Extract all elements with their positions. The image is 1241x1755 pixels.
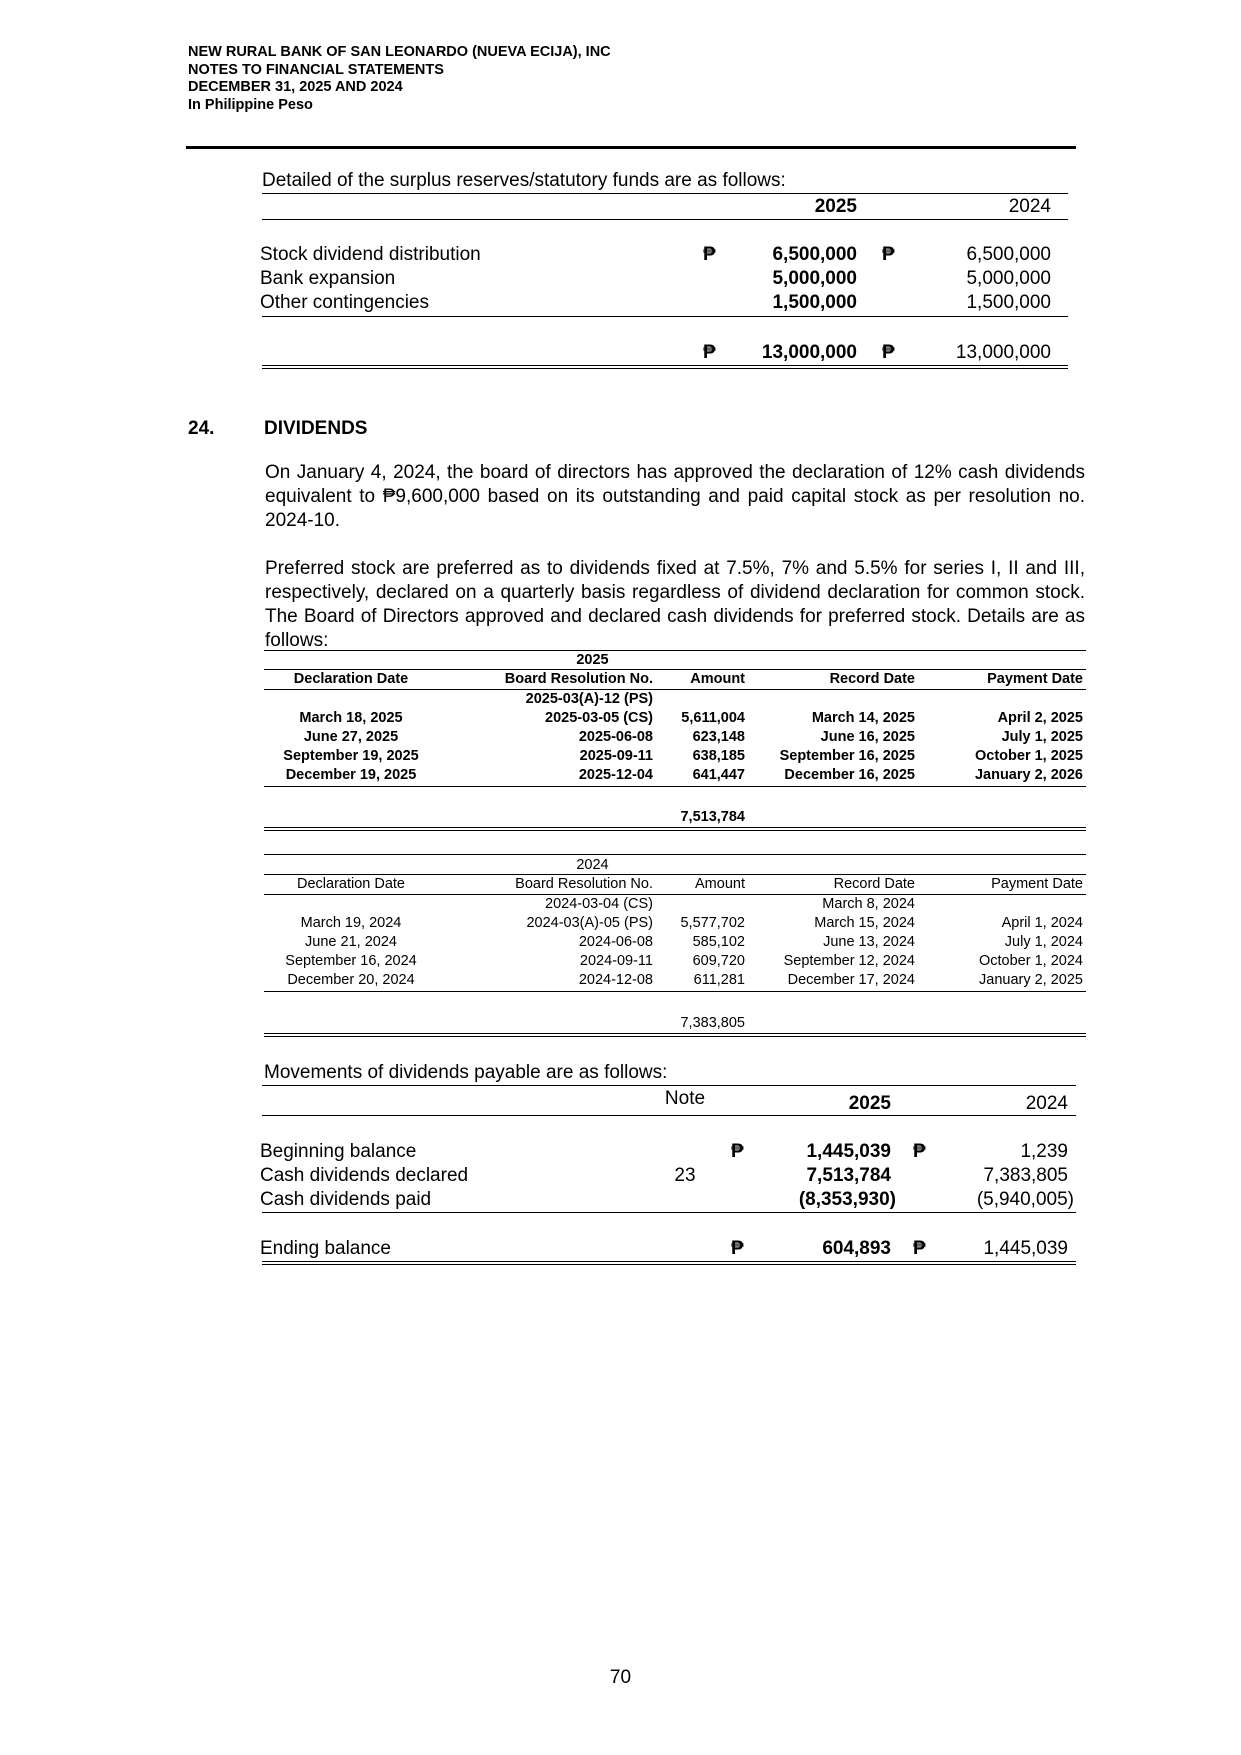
declaration-date: March 19, 2024 bbox=[300, 915, 402, 931]
table-row bbox=[264, 895, 1086, 913]
table-total-row bbox=[264, 1014, 1086, 1032]
table-total-row bbox=[264, 808, 1086, 826]
page-number: 70 bbox=[609, 1667, 632, 1688]
dividends-table-2025 bbox=[264, 650, 1086, 830]
table-total-double-rule bbox=[264, 827, 1086, 831]
declaration-date: September 19, 2025 bbox=[283, 748, 419, 764]
company-name: NEW RURAL BANK OF SAN LEONARDO (NUEVA ECIJA), INC bbox=[188, 44, 611, 60]
movements-value-2024: 7,383,805 bbox=[983, 1165, 1068, 1186]
table-total: 7,383,805 bbox=[680, 1015, 745, 1031]
peso-sign: ₱ bbox=[731, 1141, 744, 1162]
surplus-value-2025: 1,500,000 bbox=[772, 292, 857, 313]
record-date: June 13, 2024 bbox=[823, 934, 915, 950]
movements-ending-2024: 1,445,039 bbox=[983, 1238, 1068, 1259]
peso-sign: ₱ bbox=[731, 1238, 744, 1259]
table-header-row bbox=[264, 670, 1086, 688]
amount: 5,611,004 bbox=[681, 710, 745, 726]
dividends-paragraph-2 bbox=[265, 557, 1085, 653]
table-body-rule bbox=[264, 786, 1086, 787]
payment-date: January 2, 2025 bbox=[979, 972, 1083, 988]
payment-date: January 2, 2026 bbox=[974, 767, 1083, 783]
amount: 609,720 bbox=[692, 953, 745, 969]
board-resolution: 2024-09-11 bbox=[579, 953, 653, 969]
column-header-amount: Amount bbox=[695, 876, 745, 892]
amount: 611,281 bbox=[693, 972, 745, 988]
table-row bbox=[264, 690, 1086, 708]
movements-ending-label: Ending balance bbox=[260, 1238, 391, 1259]
surplus-row-label: Bank expansion bbox=[260, 268, 396, 289]
table-row bbox=[264, 952, 1086, 970]
dividends-paragraph-1 bbox=[265, 461, 1085, 533]
surplus-row-label: Stock dividend distribution bbox=[260, 244, 481, 265]
board-resolution: 2025-12-04 bbox=[578, 767, 653, 783]
record-date: December 17, 2024 bbox=[787, 972, 915, 988]
surplus-intro: Detailed of the surplus reserves/statutory funds are as follows: bbox=[262, 170, 786, 191]
surplus-col-2025: 2025 bbox=[814, 196, 857, 217]
surplus-total-2024: 13,000,000 bbox=[955, 342, 1051, 363]
surplus-subtotal-rule bbox=[262, 316, 1068, 317]
movements-value-2025: (8,353,930) bbox=[798, 1189, 896, 1210]
record-date: March 15, 2024 bbox=[814, 915, 915, 931]
peso-sign: ₱ bbox=[882, 342, 895, 363]
surplus-value-2024: 6,500,000 bbox=[966, 244, 1051, 265]
table-header-row bbox=[264, 875, 1086, 893]
payment-date: July 1, 2024 bbox=[1004, 934, 1083, 950]
board-resolution: 2024-06-08 bbox=[578, 934, 653, 950]
movements-row-label: Beginning balance bbox=[260, 1141, 417, 1162]
dividends-table-2024 bbox=[264, 854, 1086, 1036]
declaration-date: March 18, 2025 bbox=[299, 710, 403, 726]
movements-value-2025: 7,513,784 bbox=[806, 1165, 891, 1186]
movements-row-label: Cash dividends paid bbox=[260, 1189, 432, 1210]
movements-intro: Movements of dividends payable are as follows: bbox=[264, 1062, 668, 1083]
table-row bbox=[264, 933, 1086, 951]
movements-value-2024: 1,239 bbox=[1020, 1141, 1068, 1162]
peso-sign: ₱ bbox=[882, 244, 895, 265]
document-header bbox=[188, 44, 611, 114]
surplus-value-2025: 5,000,000 bbox=[772, 268, 857, 289]
column-header-payment-date: Payment Date bbox=[987, 671, 1083, 687]
surplus-top-rule bbox=[262, 193, 1068, 194]
header-rule bbox=[186, 146, 1076, 149]
peso-sign: ₱ bbox=[703, 244, 716, 265]
column-header-declaration-date: Declaration Date bbox=[297, 876, 405, 892]
surplus-total-2025: 13,000,000 bbox=[761, 342, 857, 363]
statement-title: NOTES TO FINANCIAL STATEMENTS bbox=[188, 61, 444, 78]
surplus-col-2024: 2024 bbox=[1008, 196, 1051, 217]
table-row bbox=[264, 914, 1086, 932]
table-row bbox=[264, 728, 1086, 746]
board-resolution: 2024-12-08 bbox=[578, 972, 653, 988]
record-date: March 14, 2025 bbox=[811, 710, 915, 726]
declaration-date: December 20, 2024 bbox=[287, 972, 415, 988]
table-year: 2025 bbox=[576, 652, 609, 668]
currency-note: In Philippine Peso bbox=[188, 96, 313, 113]
movements-value-2024: (5,940,005) bbox=[976, 1189, 1074, 1210]
peso-sign: ₱ bbox=[913, 1141, 926, 1162]
surplus-header-rule bbox=[262, 219, 1068, 220]
record-date: September 12, 2024 bbox=[783, 953, 915, 969]
table-body-rule bbox=[264, 991, 1086, 992]
table-row bbox=[264, 971, 1086, 989]
surplus-value-2025: 6,500,000 bbox=[772, 244, 857, 265]
payment-date: October 1, 2024 bbox=[979, 953, 1083, 969]
movements-subtotal-rule bbox=[262, 1212, 1076, 1213]
surplus-total-double-rule bbox=[262, 365, 1068, 369]
payment-date: July 1, 2025 bbox=[1001, 729, 1083, 745]
declaration-date: September 16, 2024 bbox=[285, 953, 417, 969]
column-header-board-resolution: Board Resolution No. bbox=[515, 876, 653, 892]
movements-header-rule bbox=[262, 1115, 1076, 1116]
paragraph-text: On January 4, 2024, the board of directors has approved the declaration of 12% cash dividends equivalent to ₱9,600,000 based on its outstanding and paid capital stock as per resolution no. 2024-10. bbox=[265, 462, 1085, 531]
declaration-date: June 27, 2025 bbox=[303, 729, 399, 745]
column-header-payment-date: Payment Date bbox=[991, 876, 1083, 892]
column-header-record-date: Record Date bbox=[833, 876, 915, 892]
movements-top-rule bbox=[262, 1085, 1076, 1086]
record-date: September 16, 2025 bbox=[779, 748, 915, 764]
table-year: 2024 bbox=[576, 857, 609, 873]
column-header-board-resolution: Board Resolution No. bbox=[504, 671, 653, 687]
board-resolution: 2025-09-11 bbox=[579, 748, 653, 764]
movements-col-2024: 2024 bbox=[1025, 1093, 1068, 1114]
surplus-row-label: Other contingencies bbox=[260, 292, 429, 313]
column-header-declaration-date: Declaration Date bbox=[293, 671, 409, 687]
board-resolution: 2024-03(A)-05 (PS) bbox=[526, 915, 653, 931]
payment-date: October 1, 2025 bbox=[975, 748, 1083, 764]
table-row bbox=[264, 747, 1086, 765]
amount: 585,102 bbox=[692, 934, 745, 950]
declaration-date: June 21, 2024 bbox=[305, 934, 397, 950]
movements-col-note: Note bbox=[664, 1088, 706, 1109]
surplus-value-2024: 1,500,000 bbox=[966, 292, 1051, 313]
table-row bbox=[264, 766, 1086, 784]
board-resolution: 2025-03(A)-12 (PS) bbox=[525, 691, 653, 707]
movements-total-double-rule bbox=[262, 1261, 1076, 1265]
declaration-date: December 19, 2025 bbox=[285, 767, 417, 783]
amount: 638,185 bbox=[692, 748, 745, 764]
movements-col-2025: 2025 bbox=[848, 1093, 891, 1114]
record-date: June 16, 2025 bbox=[820, 729, 915, 745]
surplus-value-2024: 5,000,000 bbox=[966, 268, 1051, 289]
peso-sign: ₱ bbox=[703, 342, 716, 363]
payment-date: April 2, 2025 bbox=[997, 710, 1083, 726]
movements-row-label: Cash dividends declared bbox=[260, 1165, 469, 1186]
section-title: DIVIDENDS bbox=[264, 418, 368, 439]
record-date: March 8, 2024 bbox=[822, 896, 915, 912]
table-year-row bbox=[264, 651, 1086, 669]
section-number: 24. bbox=[188, 418, 215, 439]
peso-sign: ₱ bbox=[913, 1238, 926, 1259]
column-header-amount: Amount bbox=[690, 671, 745, 687]
table-total-double-rule bbox=[264, 1033, 1086, 1037]
table-row bbox=[264, 709, 1086, 727]
payment-date: April 1, 2024 bbox=[1001, 915, 1083, 931]
movements-ending-2025: 604,893 bbox=[822, 1238, 891, 1259]
column-header-record-date: Record Date bbox=[829, 671, 915, 687]
amount: 641,447 bbox=[692, 767, 745, 783]
movements-value-2025: 1,445,039 bbox=[806, 1141, 891, 1162]
amount: 623,148 bbox=[692, 729, 745, 745]
record-date: December 16, 2025 bbox=[784, 767, 915, 783]
paragraph-text: Preferred stock are preferred as to dividends fixed at 7.5%, 7% and 5.5% for series I, II and III, respectively, declared on a quarterly basis regardless of dividend declaration for common stock. The Board of Directors approved and declared cash dividends for preferred stock. Details are as follows: bbox=[265, 558, 1085, 651]
board-resolution: 2024-03-04 (CS) bbox=[545, 896, 653, 912]
amount: 5,577,702 bbox=[680, 915, 745, 931]
table-top-rule bbox=[264, 854, 1086, 855]
board-resolution: 2025-03-05 (CS) bbox=[545, 710, 653, 726]
table-year-row bbox=[264, 856, 1086, 874]
board-resolution: 2025-06-08 bbox=[578, 729, 653, 745]
table-total: 7,513,784 bbox=[680, 809, 745, 825]
movements-note-ref: 23 bbox=[674, 1165, 696, 1186]
statement-period: DECEMBER 31, 2025 AND 2024 bbox=[188, 79, 403, 95]
